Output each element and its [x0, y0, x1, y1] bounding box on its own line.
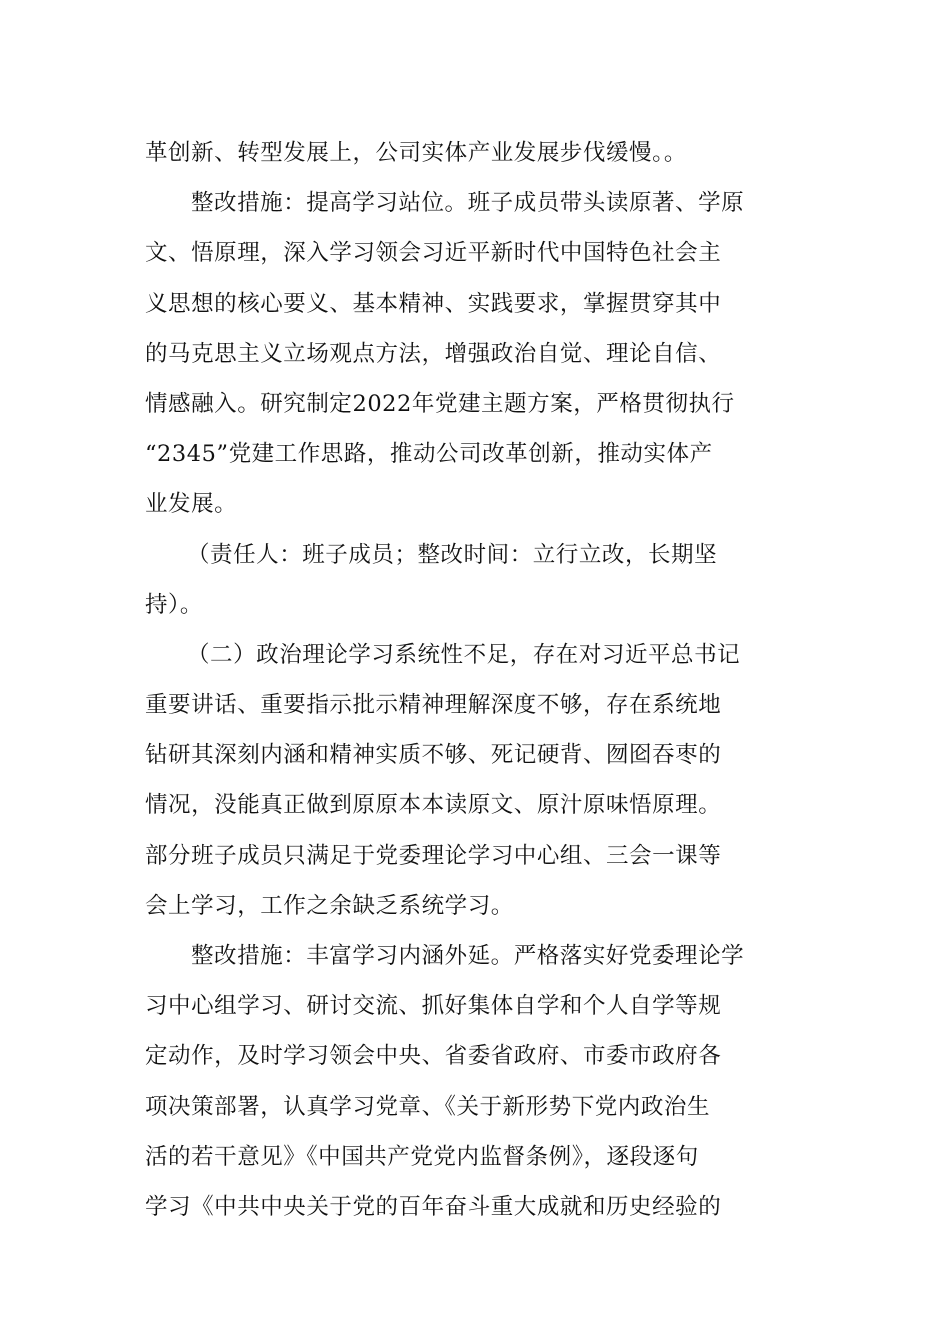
- text-line: 整改措施：提高学习站位。班子成员带头读原著、学原: [191, 190, 745, 217]
- text-line: 部分班子成员只满足于党委理论学习中心组、三会一课等: [145, 842, 722, 869]
- text-line: 情况，没能真正做到原原本本读原文、原汁原味悟原理。: [145, 792, 722, 819]
- text-line: 习中心组学习、研讨交流、抓好集体自学和个人自学等规: [145, 993, 722, 1020]
- text-line: （二）政治理论学习系统性不足，存在对习近平总书记: [187, 641, 741, 668]
- text-line: 活的若干意见》《中国共产党党内监督条例》，逐段逐句: [145, 1143, 699, 1170]
- text-line: 持）。: [145, 591, 203, 618]
- text-line: （责任人：班子成员；整改时间：立行立改，长期坚: [187, 541, 718, 568]
- text-line: 项决策部署，认真学习党章、《关于新形势下党内政治生: [145, 1093, 711, 1120]
- text-line: 的马克思主义立场观点方法，增强政治自觉、理论自信、: [145, 340, 722, 367]
- document-body: [145, 128, 810, 1232]
- text-line: 情感融入。研究制定2022年党建主题方案，严格贯彻执行: [145, 390, 735, 417]
- text-line: 文、悟原理，深入学习领会习近平新时代中国特色社会主: [145, 240, 722, 267]
- text-line: 会上学习，工作之余缺乏系统学习。: [145, 892, 514, 919]
- text-line: 革创新、转型发展上，公司实体产业发展步伐缓慢。。: [145, 140, 687, 166]
- text-line: 定动作，及时学习领会中央、省委省政府、市委市政府各: [145, 1043, 722, 1070]
- text-line: 学习《中共中央关于党的百年奋斗重大成就和历史经验的: [145, 1193, 722, 1220]
- text-line: 整改措施：丰富学习内涵外延。严格落实好党委理论学: [191, 943, 745, 969]
- text-line: 业发展。: [145, 491, 238, 518]
- text-line: 钻研其深刻内涵和精神实质不够、死记硬背、囫囵吞枣的: [145, 742, 722, 769]
- text-line: 义思想的核心要义、基本精神、实践要求，掌握贯穿其中: [145, 290, 722, 317]
- text-line: 重要讲话、重要指示批示精神理解深度不够，存在系统地: [145, 692, 722, 719]
- text-line: “2345”党建工作思路，推动公司改革创新，推动实体产: [145, 441, 713, 468]
